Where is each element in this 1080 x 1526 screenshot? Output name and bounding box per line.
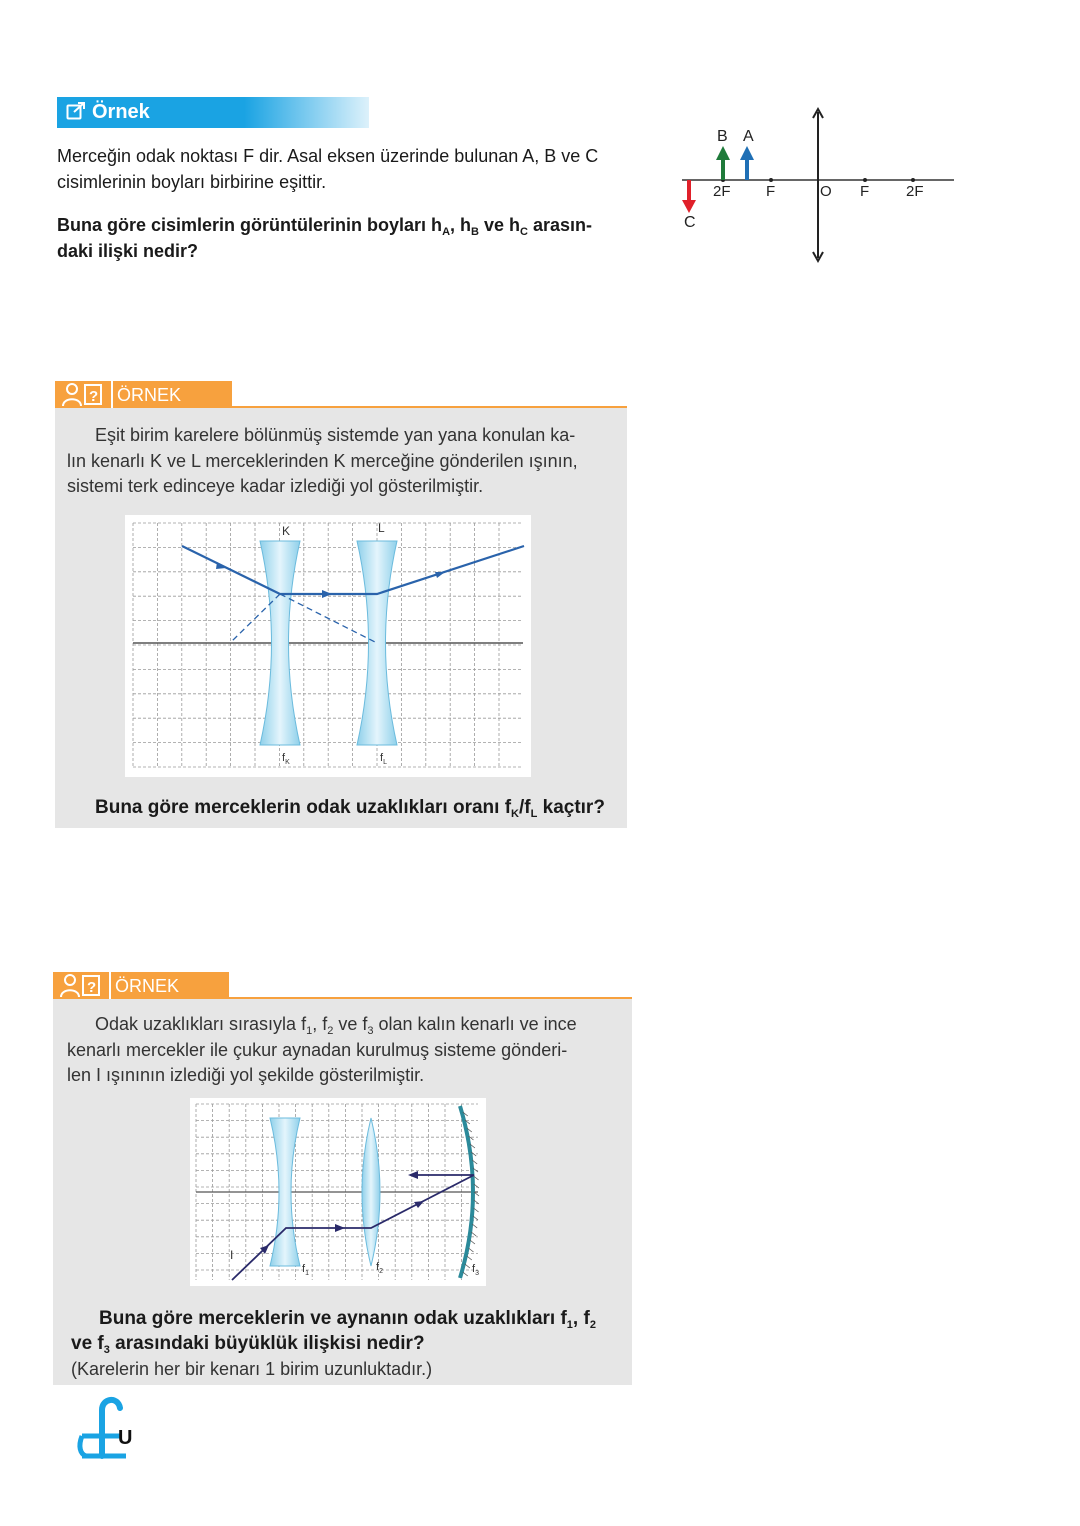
example2-line2: lın kenarlı K ve L merceklerinden K merceğine gönderilen ışının, [67, 451, 578, 471]
example1-text-line2: cisimlerinin boyları birbirine eşittir. [57, 172, 327, 192]
label-fk: $f_K$ [282, 752, 290, 766]
object-b-arrow [716, 146, 730, 180]
object-a-arrow [740, 146, 754, 180]
example3-rule [229, 997, 632, 999]
student-question-icon [53, 972, 107, 999]
label-ray-i: I [230, 1248, 234, 1262]
lens-mirror-figure-3 [190, 1098, 486, 1286]
student-question-icon [55, 381, 109, 408]
external-link-icon [66, 99, 86, 130]
example1-header-label: Örnek [92, 101, 150, 123]
example2-line1: Eşit birim karelere bölünmüş sistemde yan yana konulan ka- [95, 425, 576, 445]
label-l: L [378, 521, 385, 535]
example1-question-line2: daki ilişki nedir? [57, 241, 199, 261]
label-c: C [684, 214, 696, 231]
example3-tag: ? ÖRNEK [53, 972, 229, 999]
label-f2: $f_2$ [376, 1261, 383, 1275]
object-c-arrow [682, 180, 696, 213]
example3-question-line2: ve $f_3$ arasındaki büyüklük ilişkisi nedir? [71, 1333, 425, 1356]
svg-text:?: ? [89, 388, 99, 405]
example3-line2: kenarlı mercekler ile çukur aynadan kurulmuş sisteme gönderi- [67, 1040, 568, 1060]
logo-letter: U [118, 1427, 133, 1449]
example3-note: (Karelerin her bir kenarı 1 birim uzunluktadır.) [71, 1359, 433, 1379]
example2-rule [232, 406, 627, 408]
example3-line3: len I ışınının izlediği yol şekilde gösterilmiştir. [67, 1065, 425, 1085]
example2-tag: ? ÖRNEK [55, 381, 232, 408]
example3-question-line1: Buna göre merceklerin ve aynanın odak uzaklıkları $f_1$, $f_2$ [99, 1308, 596, 1331]
label-o: O [820, 183, 832, 200]
publisher-logo [74, 1392, 134, 1464]
label-f3: $f_3$ [472, 1263, 479, 1277]
label-f-right: F [860, 183, 870, 200]
label-a: A [743, 128, 754, 145]
example1-question: Buna göre cisimlerin görüntülerinin boyları $h_A$, $h_B$ ve $h_C$ arasın- [57, 215, 592, 238]
example2-line3: sistemi terk edinceye kadar izlediği yol gösterilmiştir. [67, 476, 484, 496]
lens-diagram-1 [672, 100, 962, 270]
label-b: B [717, 128, 728, 145]
example1-text-line1: Merceğin odak noktası F dir. Asal eksen üzerinde bulunan A, B ve C [57, 146, 599, 166]
example2-question: Buna göre merceklerin odak uzaklıkları oranı $f_K/f_L$ kaçtır? [95, 797, 605, 820]
label-2f-right: 2F [906, 183, 924, 200]
label-fl: $f_L$ [380, 752, 387, 766]
label-2f-left: 2F [713, 183, 731, 200]
lens-grid-figure-2 [125, 515, 531, 777]
label-f1: $f_1$ [302, 1263, 309, 1277]
label-k: K [282, 524, 291, 538]
svg-text:?: ? [87, 979, 97, 996]
label-f-left: F [766, 183, 776, 200]
example1-header [57, 97, 369, 128]
example3-line1: Odak uzaklıkları sırasıyla $f_1$, $f_2$ ve $f_3$ olan kalın kenarlı ve ince [95, 1014, 577, 1037]
